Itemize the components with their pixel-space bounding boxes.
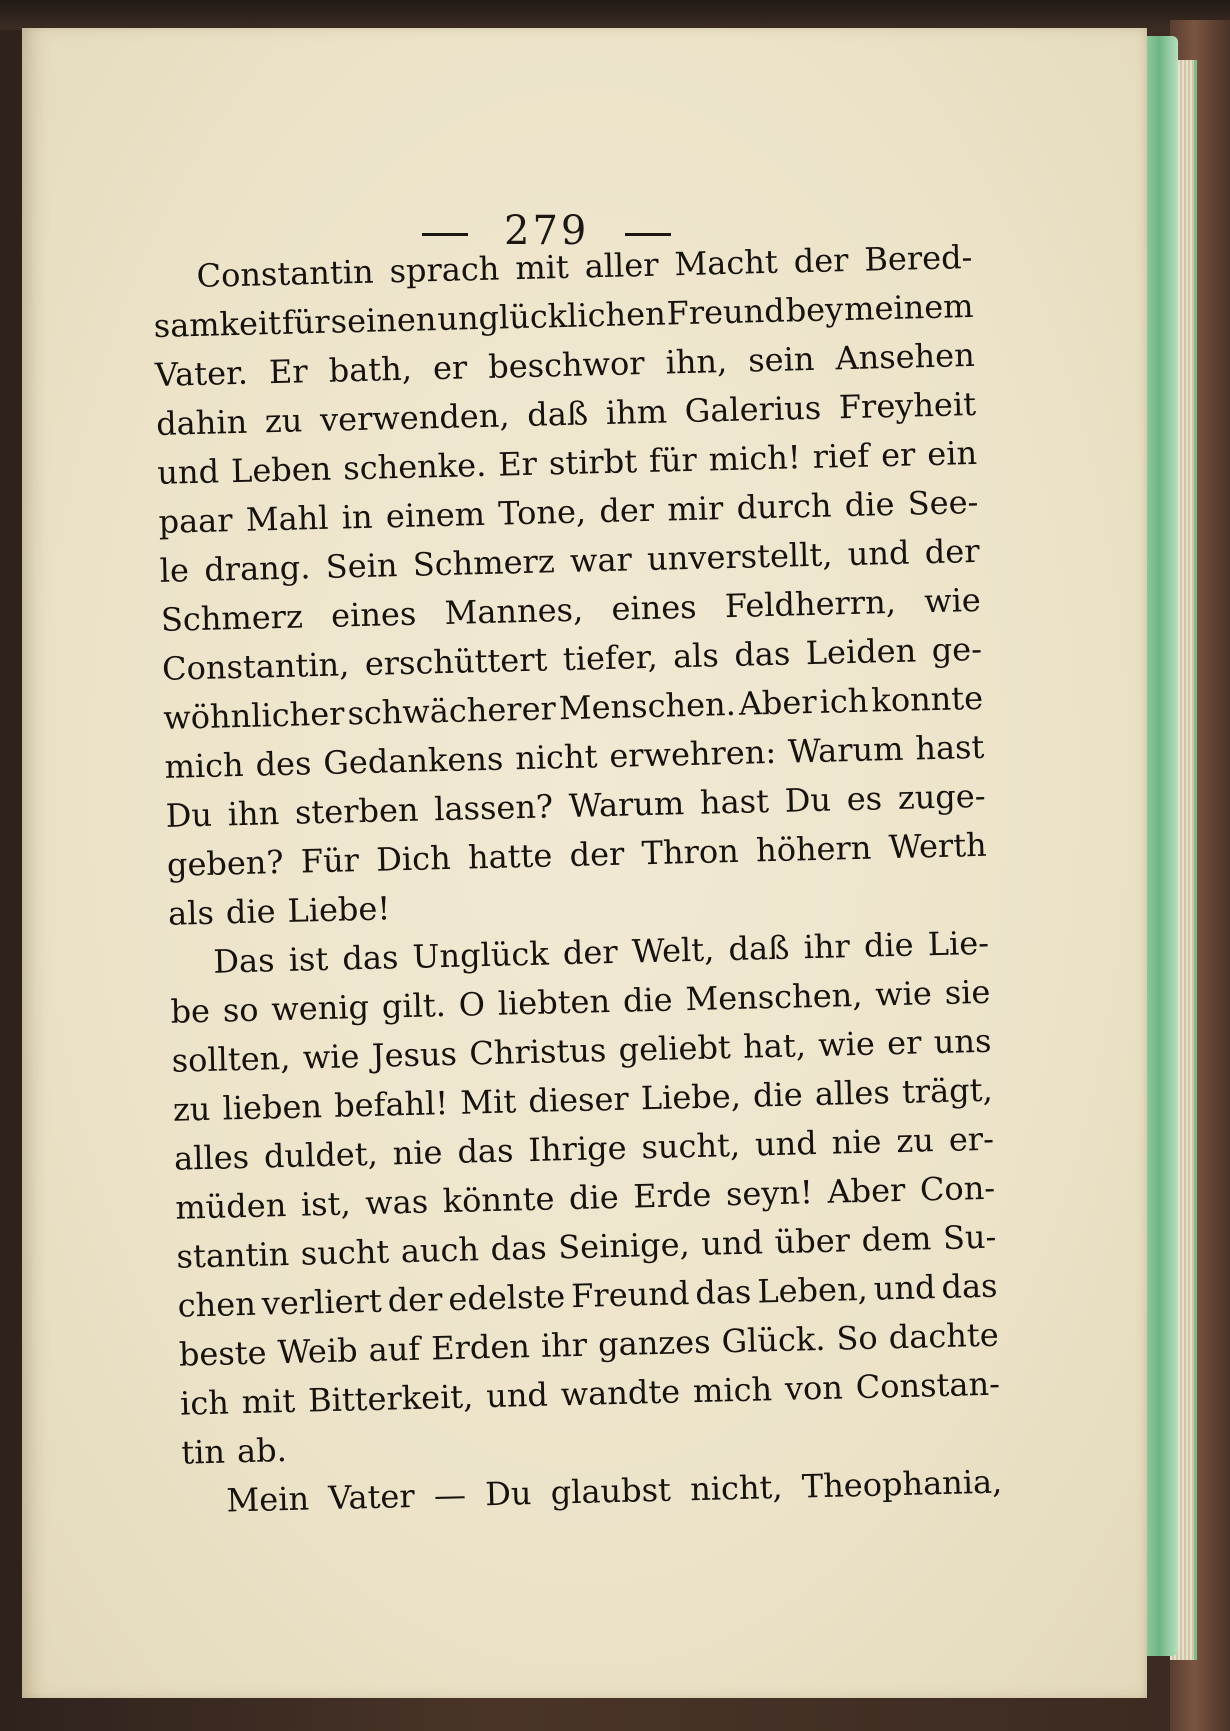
word: trägt, (901, 1070, 994, 1111)
word: und (847, 533, 910, 574)
word: Bitterkeit, (307, 1377, 474, 1420)
word: mich! (708, 438, 802, 479)
word: seyn! (725, 1173, 814, 1214)
word: lieben (222, 1087, 323, 1128)
word: So (836, 1318, 879, 1358)
word: le (159, 551, 190, 590)
word: das (733, 634, 791, 674)
word: ich (819, 681, 869, 721)
word: die (622, 980, 674, 1020)
word: Vater (327, 1476, 416, 1518)
word: ist (288, 939, 329, 979)
word: geliebt (618, 1028, 732, 1069)
word: drang. (203, 548, 311, 589)
word: Freund (666, 291, 786, 333)
word: Aber (738, 682, 818, 723)
word: rief (812, 436, 870, 476)
word: dem (861, 1219, 932, 1259)
word: und (485, 1375, 549, 1416)
word: auch (400, 1230, 480, 1271)
word: für (648, 440, 698, 480)
word: dahin (155, 402, 248, 443)
word: Mahl (245, 498, 329, 539)
word: die (752, 1075, 804, 1115)
word: als (167, 893, 215, 933)
word: ein (926, 433, 978, 474)
word: Weib (277, 1331, 358, 1372)
word: Macht (674, 242, 779, 284)
word: was (364, 1182, 429, 1223)
word: beste (178, 1333, 268, 1374)
word: hat, (742, 1026, 807, 1066)
word: Erden (430, 1327, 531, 1368)
word: duldet, (263, 1134, 379, 1176)
word: er (432, 348, 468, 388)
word: sein (747, 339, 815, 380)
word: der (569, 834, 625, 874)
word: Er (497, 444, 538, 484)
word: edelste (447, 1277, 566, 1319)
word: wie (923, 580, 982, 621)
word: sterben (294, 790, 419, 832)
word: Christus (468, 1031, 607, 1073)
word: Du (484, 1474, 532, 1514)
word: Tone, (497, 492, 587, 533)
word: könnte (442, 1179, 555, 1221)
word: uns (933, 1021, 992, 1062)
word: und (156, 452, 220, 492)
word: eines (330, 594, 417, 635)
word: Ansehen (835, 335, 976, 378)
word: mich (164, 745, 245, 786)
word: Schmerz (160, 597, 304, 639)
word: und (700, 1223, 764, 1263)
word: alles (173, 1137, 250, 1178)
word: Freund (570, 1274, 690, 1316)
word: es (846, 779, 883, 819)
word: mit (514, 247, 570, 288)
word: O (458, 985, 486, 1024)
body-text (152, 233, 1003, 1527)
word: nicht (514, 737, 598, 778)
word: wie (302, 1037, 360, 1077)
word: geben? (166, 842, 284, 884)
word: gilt. (381, 986, 447, 1026)
word: ganzes (597, 1322, 711, 1364)
word: beschwor (487, 344, 645, 386)
word: der (924, 531, 980, 572)
book-cover-top-edge (0, 0, 1230, 30)
word: so (222, 990, 259, 1030)
word: Jesus (371, 1034, 458, 1075)
word: Unglück (412, 934, 550, 976)
word: Bered- (863, 237, 973, 279)
word: höhern (755, 828, 872, 870)
word: nie (831, 1122, 882, 1162)
word: Mannes, (444, 590, 584, 632)
word: zu (264, 401, 303, 441)
word: — (433, 1475, 467, 1515)
word: eines (610, 587, 698, 628)
word: unverstellt, (646, 535, 833, 578)
word: Menschen. (558, 684, 737, 728)
word: ihr (540, 1325, 588, 1365)
word: lassen? (433, 787, 554, 829)
word: zu (172, 1089, 211, 1129)
word: Werth (888, 825, 988, 867)
word: unglücklichen (436, 294, 667, 339)
word: Warum (568, 784, 685, 825)
word: ge- (931, 629, 983, 670)
word: des (255, 744, 312, 784)
word: einem (385, 494, 486, 536)
word: mich (692, 1370, 773, 1411)
word: wöhnlicher (162, 694, 345, 737)
word: Freyheit (838, 384, 977, 427)
word: Leben, (756, 1269, 869, 1311)
word: sollten, (171, 1038, 291, 1080)
word: ich (179, 1383, 230, 1423)
word: schwächerer (346, 689, 557, 733)
word: Liebe! (287, 889, 391, 930)
word: müden (174, 1186, 287, 1227)
word: daß (526, 394, 589, 434)
word: er (880, 435, 916, 475)
word: das (456, 1131, 514, 1171)
word: Seinige, (557, 1225, 691, 1267)
word: Lie- (927, 923, 990, 964)
word: Liebe, (640, 1076, 742, 1118)
word: erwehren: (608, 732, 777, 775)
word: tiefer, (562, 637, 659, 679)
word: ist, (300, 1184, 352, 1224)
word: verwenden, (319, 396, 510, 439)
word: ihm (605, 392, 668, 432)
word: paar (158, 501, 233, 541)
word: die (568, 1177, 620, 1218)
word: war (569, 540, 633, 580)
word: als (672, 636, 720, 676)
word: Leben (230, 449, 332, 491)
header-dash-right (625, 233, 671, 236)
word: Vater. (154, 353, 249, 394)
word: Con- (919, 1168, 996, 1209)
word: auf (368, 1329, 421, 1370)
word: nie (392, 1133, 443, 1173)
word: hast (914, 727, 985, 768)
word: schenke. (342, 445, 487, 488)
word: Er (268, 352, 309, 392)
word: Für (300, 841, 360, 881)
word: die (225, 892, 276, 932)
word: Sein (325, 546, 398, 586)
word: Menschen, (684, 975, 863, 1019)
word: mir (666, 489, 724, 529)
word: stirbt (548, 442, 638, 483)
word: Dich (375, 838, 452, 879)
word: der (562, 932, 619, 973)
word: durch (736, 486, 832, 527)
word: nicht, (689, 1467, 784, 1509)
word: der (387, 1280, 443, 1320)
word: das (490, 1228, 548, 1269)
word: Du (165, 795, 213, 835)
word: Warum (787, 729, 904, 771)
word: daß (728, 928, 790, 969)
word: von (784, 1368, 844, 1408)
word: Leiden (805, 631, 917, 673)
word: sprach (389, 249, 500, 291)
word: er- (948, 1119, 995, 1159)
word: Thron (641, 831, 740, 873)
word: Gedankens (322, 739, 504, 782)
word: der (793, 240, 849, 281)
word: dieser (527, 1079, 630, 1121)
word: Du (784, 780, 832, 820)
word: Feldherrn, (724, 582, 897, 626)
word: stantin (176, 1234, 290, 1276)
word: wie (874, 974, 933, 1014)
word: für (281, 302, 331, 342)
word: samkeit (153, 303, 282, 345)
word: Welt, (631, 930, 715, 971)
page-number: 279 (504, 208, 590, 254)
word: Ihrige (527, 1128, 627, 1170)
word: sucht (300, 1232, 390, 1273)
word: verliert (261, 1281, 383, 1323)
word: aller (584, 245, 659, 286)
word: mit (241, 1381, 296, 1422)
word: Constan- (855, 1364, 1001, 1407)
word: das (341, 938, 399, 978)
word: Erde (632, 1175, 712, 1216)
word: Das (212, 941, 275, 981)
word: er (886, 1023, 922, 1063)
word: seinen (330, 300, 437, 341)
word: be (170, 991, 211, 1031)
word: dachte (888, 1315, 1000, 1357)
word: erschüttert (364, 640, 548, 683)
word: Theophania, (801, 1462, 1003, 1506)
word: ihn, (665, 341, 728, 382)
word: Glück. (721, 1319, 826, 1361)
word: Galerius (684, 388, 822, 431)
header-dash-left (422, 233, 468, 236)
word: die (863, 925, 915, 965)
word: wie (817, 1024, 876, 1064)
word: das (694, 1272, 752, 1313)
word: hatte (467, 836, 553, 877)
word: bath, (328, 349, 413, 390)
word: zuge- (897, 776, 986, 817)
word: Mein (226, 1479, 310, 1520)
word: See- (907, 482, 979, 523)
word: und (754, 1124, 818, 1164)
word: ab. (236, 1431, 288, 1471)
word: Mit (459, 1082, 517, 1122)
word: Constantin, (161, 645, 350, 688)
word: in (341, 497, 374, 537)
word: zu (895, 1121, 935, 1161)
word: glaubst (550, 1470, 672, 1512)
word: Su- (942, 1217, 997, 1257)
word: tin (180, 1432, 226, 1472)
word: Schmerz (412, 542, 556, 584)
word: ihn (227, 794, 280, 834)
word: chen (177, 1284, 257, 1325)
word: bey (785, 290, 844, 330)
word: meinem (843, 286, 974, 329)
word: wenig (270, 987, 370, 1029)
word: konnte (870, 678, 984, 720)
word: über (774, 1221, 851, 1262)
paper-page (22, 28, 1147, 1698)
word: Aber (827, 1170, 906, 1211)
word: Constantin (196, 252, 375, 295)
word: alles (814, 1073, 891, 1114)
word: ihr (803, 927, 851, 967)
word: wandte (560, 1372, 681, 1414)
word: der (598, 490, 655, 531)
word: befahl! (333, 1084, 449, 1125)
word: und (873, 1268, 936, 1308)
word: sucht, (641, 1125, 741, 1167)
word: hast (699, 782, 770, 822)
word: das (940, 1266, 998, 1307)
word: sie (944, 972, 991, 1012)
word: liebten (497, 982, 611, 1023)
word: die (844, 484, 895, 525)
